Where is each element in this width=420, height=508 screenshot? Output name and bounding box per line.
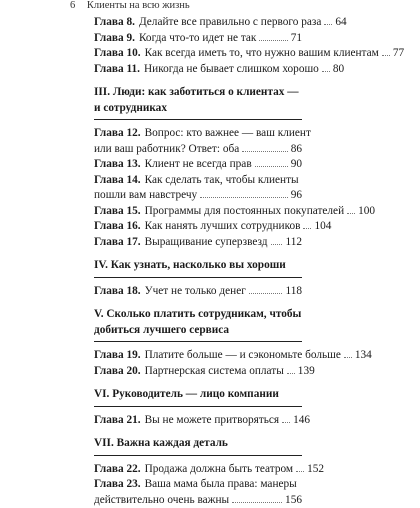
toc-entry bbox=[94, 348, 302, 364]
toc-entry bbox=[94, 46, 302, 62]
dot-leader bbox=[242, 151, 287, 152]
chapter-number: Глава 9. bbox=[94, 31, 135, 47]
page-ref: 96 bbox=[291, 188, 302, 204]
chapter-title: Вы не можете притворяться bbox=[145, 413, 280, 429]
dot-leader bbox=[347, 213, 355, 214]
chapter-number: Глава 12. bbox=[94, 126, 141, 142]
table-of-contents bbox=[94, 15, 302, 508]
chapter-title: Платите больше — и сэкономьте больше bbox=[145, 348, 341, 364]
dot-leader bbox=[303, 228, 311, 229]
page-ref: 64 bbox=[335, 15, 346, 31]
dot-leader bbox=[249, 293, 283, 294]
chapter-number: Глава 15. bbox=[94, 204, 141, 220]
chapter-number: Глава 19. bbox=[94, 348, 141, 364]
page-number: 6 bbox=[70, 0, 75, 11]
toc-entry bbox=[94, 173, 302, 204]
page-ref: 118 bbox=[285, 284, 302, 300]
section-spacer bbox=[94, 250, 302, 258]
page-ref: 112 bbox=[285, 235, 302, 251]
toc-entry-line bbox=[94, 188, 302, 204]
page-ref: 156 bbox=[285, 493, 302, 508]
chapter-title: Учет не только денег bbox=[145, 284, 246, 300]
chapter-title: Вопрос: кто важнее — ваш клиент bbox=[145, 126, 311, 142]
chapter-number: Глава 17. bbox=[94, 235, 141, 251]
dot-leader bbox=[382, 55, 390, 56]
page-ref: 71 bbox=[291, 31, 302, 47]
running-header bbox=[70, 0, 190, 11]
chapter-title: Программы для постоянных покупателей bbox=[145, 204, 345, 220]
toc-entry bbox=[94, 284, 302, 300]
toc-entry bbox=[94, 462, 302, 478]
chapter-title-continuation: или ваш работник? Ответ: оба bbox=[94, 142, 239, 158]
section-heading: V. Сколько платить сотрудникам, чтобы добиться лучшего сервиса bbox=[94, 307, 302, 342]
toc-entry bbox=[94, 477, 302, 508]
chapter-title: Делайте все правильно с первого раза bbox=[139, 15, 321, 31]
chapter-title: Когда что-то идет не так bbox=[139, 31, 256, 47]
toc-entry-line bbox=[94, 462, 302, 478]
chapter-title: Выращивание суперзвезд bbox=[145, 235, 268, 251]
toc-entry-line bbox=[94, 173, 302, 189]
page-ref: 80 bbox=[333, 62, 344, 78]
chapter-number: Глава 8. bbox=[94, 15, 135, 31]
page-ref: 139 bbox=[298, 364, 315, 380]
dot-leader bbox=[271, 244, 283, 245]
section-spacer bbox=[94, 428, 302, 436]
page-ref: 86 bbox=[291, 142, 302, 158]
toc-entry-line bbox=[94, 157, 302, 173]
chapter-number: Глава 14. bbox=[94, 173, 141, 189]
chapter-title: Как сделать так, чтобы клиенты bbox=[145, 173, 299, 189]
toc-entry bbox=[94, 219, 302, 235]
section-spacer bbox=[94, 299, 302, 307]
toc-entry bbox=[94, 62, 302, 78]
page-ref: 90 bbox=[291, 157, 302, 173]
dot-leader bbox=[200, 197, 288, 198]
toc-entry-line bbox=[94, 204, 302, 220]
toc-entry-line bbox=[94, 31, 302, 47]
toc-entry bbox=[94, 157, 302, 173]
dot-leader bbox=[259, 40, 287, 41]
toc-entry-line bbox=[94, 62, 302, 78]
chapter-number: Глава 18. bbox=[94, 284, 141, 300]
chapter-title: Ваша мама была права: манеры bbox=[145, 477, 297, 493]
page-ref: 100 bbox=[358, 204, 375, 220]
toc-entry-line bbox=[94, 235, 302, 251]
toc-entry bbox=[94, 364, 302, 380]
chapter-number: Глава 10. bbox=[94, 46, 141, 62]
dot-leader bbox=[255, 166, 288, 167]
toc-entry bbox=[94, 204, 302, 220]
toc-entry bbox=[94, 126, 302, 157]
chapter-title: Никогда не бывает слишком хорошо bbox=[144, 62, 319, 78]
toc-entry-line bbox=[94, 348, 302, 364]
toc-entry bbox=[94, 31, 302, 47]
dot-leader bbox=[282, 422, 290, 423]
toc-entry-line bbox=[94, 413, 302, 429]
book-title: Клиенты на всю жизнь bbox=[87, 0, 190, 11]
chapter-title: Партнерская система оплаты bbox=[145, 364, 284, 380]
toc-entry-line bbox=[94, 477, 302, 493]
page-ref: 77 bbox=[393, 46, 404, 62]
chapter-number: Глава 11. bbox=[94, 62, 140, 78]
toc-entry-line bbox=[94, 284, 302, 300]
dot-leader bbox=[344, 357, 352, 358]
toc-entry-line bbox=[94, 46, 302, 62]
section-heading: VII. Важна каждая деталь bbox=[94, 436, 302, 456]
toc-entry-line bbox=[94, 15, 302, 31]
chapter-title: Как нанять лучших сотрудников bbox=[145, 219, 301, 235]
dot-leader bbox=[287, 373, 295, 374]
toc-entry bbox=[94, 235, 302, 251]
chapter-number: Глава 21. bbox=[94, 413, 141, 429]
dot-leader bbox=[322, 71, 330, 72]
chapter-title: Продажа должна быть театром bbox=[145, 462, 293, 478]
chapter-number: Глава 22. bbox=[94, 462, 141, 478]
toc-entry-line bbox=[94, 493, 302, 508]
toc-entry-line bbox=[94, 142, 302, 158]
page-ref: 152 bbox=[307, 462, 324, 478]
chapter-number: Глава 23. bbox=[94, 477, 141, 493]
page-ref: 134 bbox=[355, 348, 372, 364]
section-heading: III. Люди: как заботиться о клиентах — и сотрудниках bbox=[94, 85, 302, 120]
toc-entry bbox=[94, 413, 302, 429]
chapter-number: Глава 16. bbox=[94, 219, 141, 235]
dot-leader bbox=[232, 502, 282, 503]
chapter-number: Глава 13. bbox=[94, 157, 141, 173]
chapter-title: Клиент не всегда прав bbox=[145, 157, 252, 173]
toc-entry-line bbox=[94, 219, 302, 235]
dot-leader bbox=[296, 471, 304, 472]
section-heading: IV. Как узнать, насколько вы хороши bbox=[94, 258, 302, 278]
toc-entry-line bbox=[94, 126, 302, 142]
section-heading: VI. Руководитель — лицо компании bbox=[94, 387, 302, 407]
chapter-number: Глава 20. bbox=[94, 364, 141, 380]
page-ref: 104 bbox=[314, 219, 331, 235]
chapter-title: Как всегда иметь то, что нужно вашим клиентам bbox=[145, 46, 379, 62]
chapter-title-continuation: пошли вам навстречу bbox=[94, 188, 197, 204]
page-ref: 146 bbox=[293, 413, 310, 429]
section-spacer bbox=[94, 77, 302, 85]
chapter-title-continuation: действительно очень важны bbox=[94, 493, 229, 508]
dot-leader bbox=[324, 24, 332, 25]
toc-entry bbox=[94, 15, 302, 31]
section-spacer bbox=[94, 379, 302, 387]
toc-entry-line bbox=[94, 364, 302, 380]
